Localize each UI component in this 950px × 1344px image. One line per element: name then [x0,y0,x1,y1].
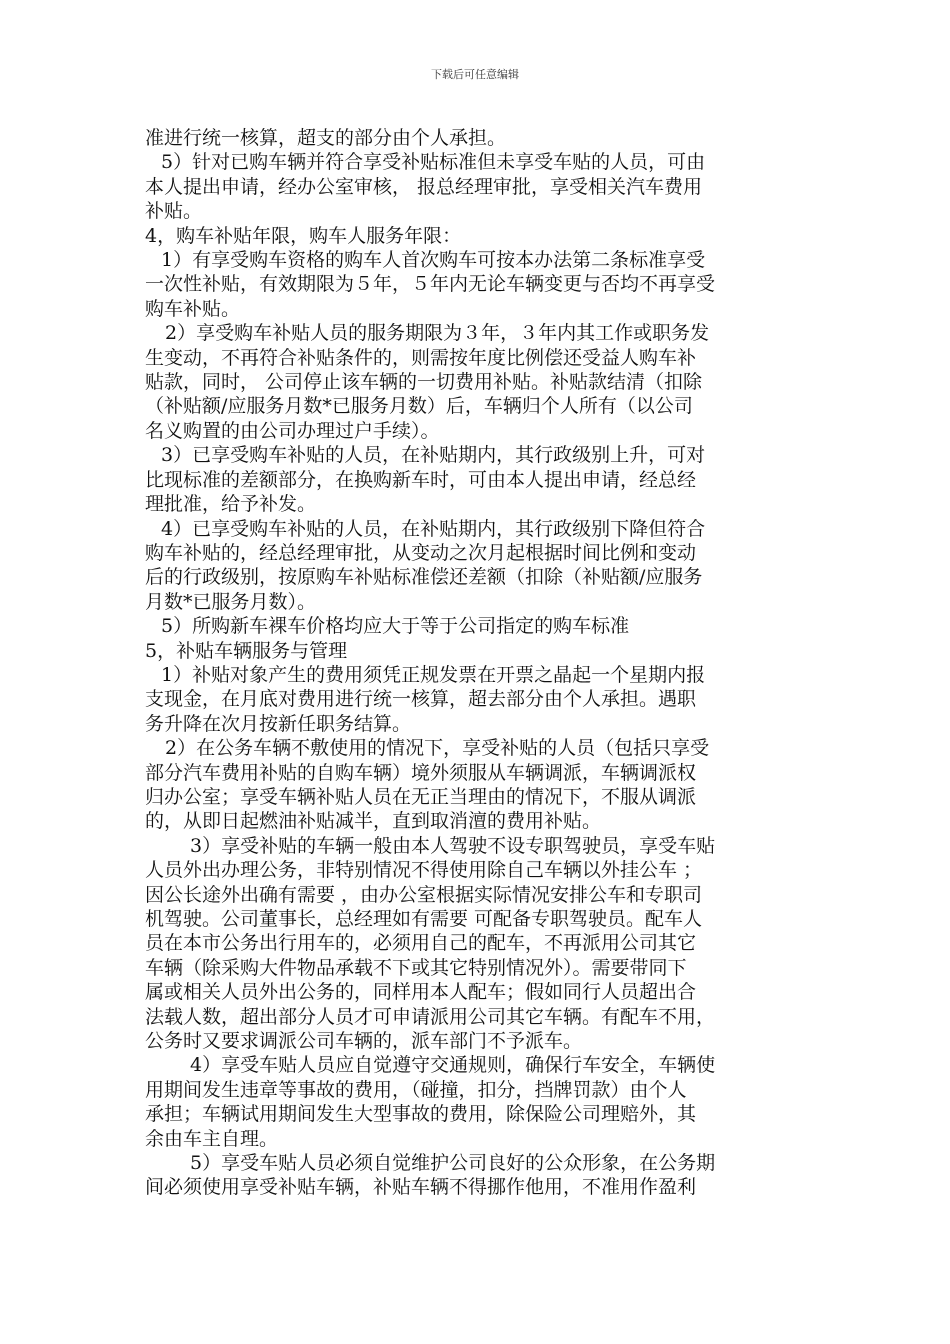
text-line: 人员外出办理公务，非特别情况不得使用除自己车辆以外挂公车 ； [145,859,703,882]
text-line: 理批准，给予补发。 [145,493,317,516]
text-line: 5）享受车贴人员必须自觉维护公司良好的公众形象，在公务期 [190,1152,716,1175]
text-line: 的，从即日起燃油补贴减半，直到取消澶的费用补贴。 [145,810,602,833]
text-line: （补贴额/应服务月数*已服务月数）后，车辆归个人所有（以公司 [145,395,693,418]
text-line: 后的行政级别，按原购车补贴标准偿还差额（扣除（补贴额/应服务 [145,566,703,589]
text-line: 归办公室；享受车辆补贴人员在无正当理由的情况下，不服从调派 [145,785,697,808]
text-line: 4）已享受购车补贴的人员，在补贴期内，其行政级别下降但符合 [161,517,706,540]
text-line: 3）享受补贴的车辆一般由本人驾驶不设专职驾驶员，享受车贴 [190,834,716,857]
text-line: 属或相关人员外出公务的，同样用本人配车；假如同行人员超出合 [145,981,697,1004]
text-line: 4）享受车贴人员应自觉遵守交通规则，确保行车安全，车辆使 [190,1054,716,1077]
text-line: 准进行统一核算，超支的部分由个人承担。 [145,127,507,149]
text-line: 购车补贴的，经总经理审批，从变动之次月起根据时间比例和变动 [145,541,697,564]
text-line: 生变动，不再符合补贴条件的，则需按年度比例偿还受益人购车补 [145,346,697,369]
text-line: 机驾驶。公司董事长，总经理如有需要 可配备专职驾驶员。配车人 [145,908,703,930]
text-line: 车辆（除采购大件物品承载不下或其它特别情况外）。需要带同下 [145,956,687,979]
text-line: 余由车主自理。 [145,1127,279,1150]
text-line: 5）针对已购车辆并符合享受补贴标准但未享受车贴的人员，可由 [161,151,706,174]
text-line: 用期间发生违章等事故的费用，（碰撞，扣分，挡牌罚款）由个人 [145,1078,687,1101]
document-body [145,126,813,1200]
text-line: 1）有享受购车资格的购车人首次购车可按本办法第二条标准享受 [161,249,706,272]
text-line: 部分汽车费用补贴的自购车辆）境外须服从车辆调派，车辆调派权 [145,761,697,784]
text-line: 1）补贴对象产生的费用须凭正规发票在开票之晶起一个星期内报 [161,663,706,686]
text-line: 购车补贴。 [145,297,241,320]
text-line: 支现金，在月底对费用进行统一核算，超去部分由个人承担。遇职 [145,688,697,711]
text-line: 2）享受购车补贴人员的服务期限为３年，３年内其工作或职务发 [165,322,710,345]
text-line: 名义购置的由公司办理过户手续）。 [145,419,440,442]
text-line: 3）已享受购车补贴的人员，在补贴期内，其行政级别上升，可对 [161,444,706,467]
text-line: 贴款，同时， 公司停止该车辆的一切费用补贴。补贴款结清（扣除 [145,371,703,394]
page-header: 下载后可任意编辑 [431,68,519,81]
text-line: 务升降在次月按新任职务结算。 [145,712,412,735]
text-line: 员在本市公务出行用车的，必须用自己的配车，不再派用公司其它 [145,932,697,955]
text-line: 因公长途外出确有需要 ，由办公室根据实际情况安排公车和专职司 [145,883,703,906]
text-line: 比现标准的差额部分，在换购新车时，可由本人提出申请，经总经 [145,468,697,491]
text-line: 2）在公务车辆不敷使用的情况下，享受补贴的人员（包括只享受 [165,737,710,760]
text-line: 5）所购新车裸车价格均应大于等于公司指定的购车标准 [161,615,630,638]
text-line: 间必须使用享受补贴车辆，补贴车辆不得挪作他用，不准用作盈利 [145,1176,697,1199]
text-line: 法载人数，超出部分人员才可申请派用公司其它车辆。有配车不用， [145,1005,716,1028]
text-line: 5，补贴车辆服务与管理 [145,639,348,662]
text-line: 本人提出申请，经办公室审核， 报总经理审批，享受相关汽车费用 [145,175,703,198]
text-line: 4，购车补贴年限，购车人服务年限： [145,224,462,247]
text-line: 一次性补贴，有效期限为５年，５年内无论车辆变更与否均不再享受 [145,273,716,296]
text-line: 公务时又要求调派公司车辆的，派车部门不予派车。 [145,1030,583,1053]
text-line: 补贴。 [145,200,203,223]
text-line: 月数*已服务月数）。 [145,590,317,613]
text-line: 承担；车辆试用期间发生大型事故的费用，除保险公司理赔外，其 [145,1103,697,1126]
